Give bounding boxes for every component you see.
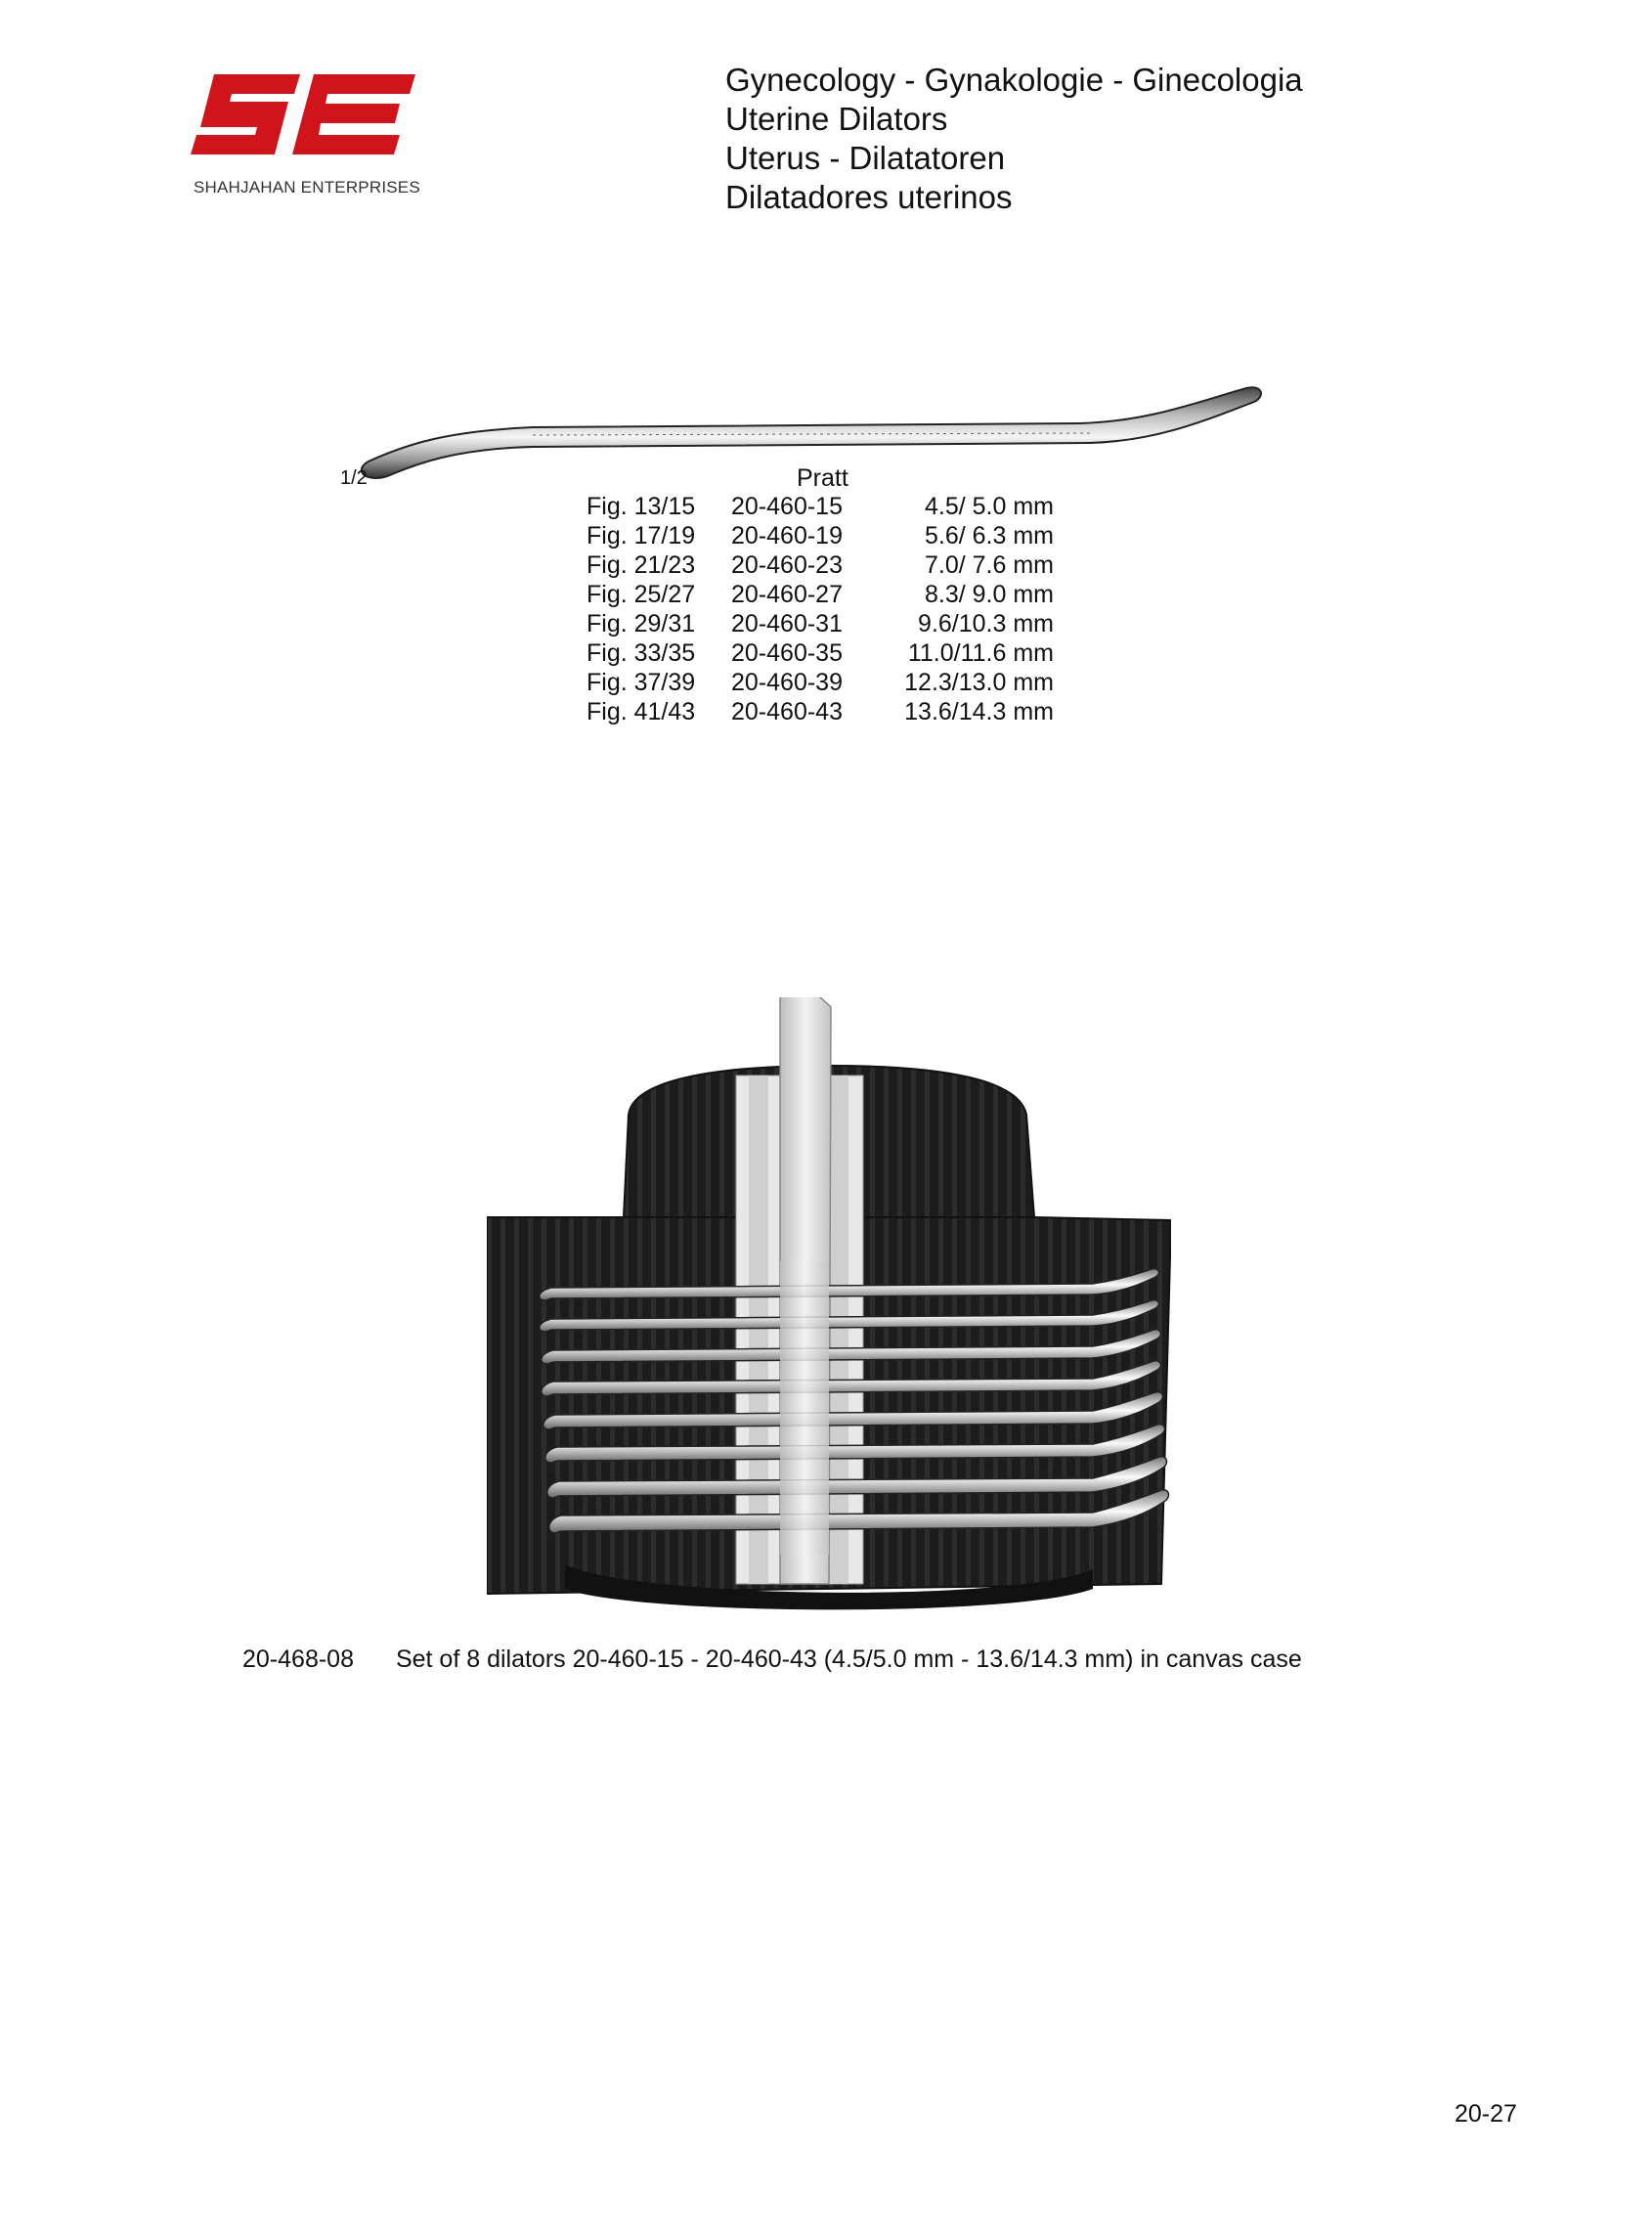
article-code: 20-460-31: [731, 610, 843, 637]
dilator-size-table: [587, 492, 1054, 726]
fig-number: Fig. 41/43: [587, 698, 696, 725]
table-row: [587, 697, 1054, 726]
table-row: [587, 609, 1054, 638]
article-code: 20-460-15: [731, 493, 843, 520]
se-logo-mark: [191, 70, 415, 178]
dilator-size: 5.6/ 6.3 mm: [925, 522, 1054, 549]
fig-number: Fig. 21/23: [587, 551, 696, 579]
header-title-de: Uterus - Dilatatoren: [725, 140, 1006, 176]
table-row: [587, 668, 1054, 697]
scale-label: 1/2: [340, 467, 368, 489]
table-row: [587, 550, 1054, 580]
article-code: 20-460-39: [731, 669, 843, 696]
article-code: 20-460-19: [731, 522, 843, 549]
table-row: [587, 492, 1054, 521]
dilator-size: 9.6/10.3 mm: [918, 610, 1054, 637]
fig-number: Fig. 13/15: [587, 493, 696, 520]
dilator-size: 12.3/13.0 mm: [904, 669, 1054, 696]
dilator-size: 4.5/ 5.0 mm: [925, 493, 1054, 520]
canvas-case-set-illustration: [487, 997, 1171, 1633]
company-logo: [191, 70, 435, 202]
dilator-size: 13.6/14.3 mm: [904, 698, 1054, 725]
fig-number: Fig. 37/39: [587, 669, 696, 696]
fig-number: Fig. 33/35: [587, 639, 696, 667]
header-title-es: Dilatadores uterinos: [725, 179, 1013, 215]
dilator-size: 8.3/ 9.0 mm: [925, 581, 1054, 608]
table-row: [587, 521, 1054, 550]
table-row: [587, 580, 1054, 609]
article-code: 20-460-43: [731, 698, 843, 725]
article-code: 20-460-27: [731, 581, 843, 608]
fig-number: Fig. 17/19: [587, 522, 696, 549]
page-number: 20-27: [1455, 2100, 1517, 2128]
company-name: SHAHJAHAN ENTERPRISES: [194, 178, 420, 197]
dilator-size: 11.0/11.6 mm: [907, 639, 1054, 667]
set-description-line: [242, 1646, 1302, 1674]
dilator-size: 7.0/ 7.6 mm: [925, 551, 1054, 579]
fig-number: Fig. 25/27: [587, 581, 696, 608]
set-description: Set of 8 dilators 20-460-15 - 20-460-43 (4.5/5.0 mm - 13.6/14.3 mm) in canvas case: [395, 1646, 1302, 1673]
product-name: Pratt: [797, 464, 848, 492]
article-code: 20-460-35: [731, 639, 843, 667]
header-title-en: Uterine Dilators: [725, 101, 948, 137]
fig-number: Fig. 29/31: [587, 610, 696, 637]
header-category: Gynecology - Gynakologie - Ginecologia: [725, 62, 1303, 98]
set-article-code: 20-468-08: [242, 1646, 354, 1673]
article-code: 20-460-23: [731, 551, 843, 579]
table-row: [587, 638, 1054, 668]
page-header: [725, 61, 1303, 217]
